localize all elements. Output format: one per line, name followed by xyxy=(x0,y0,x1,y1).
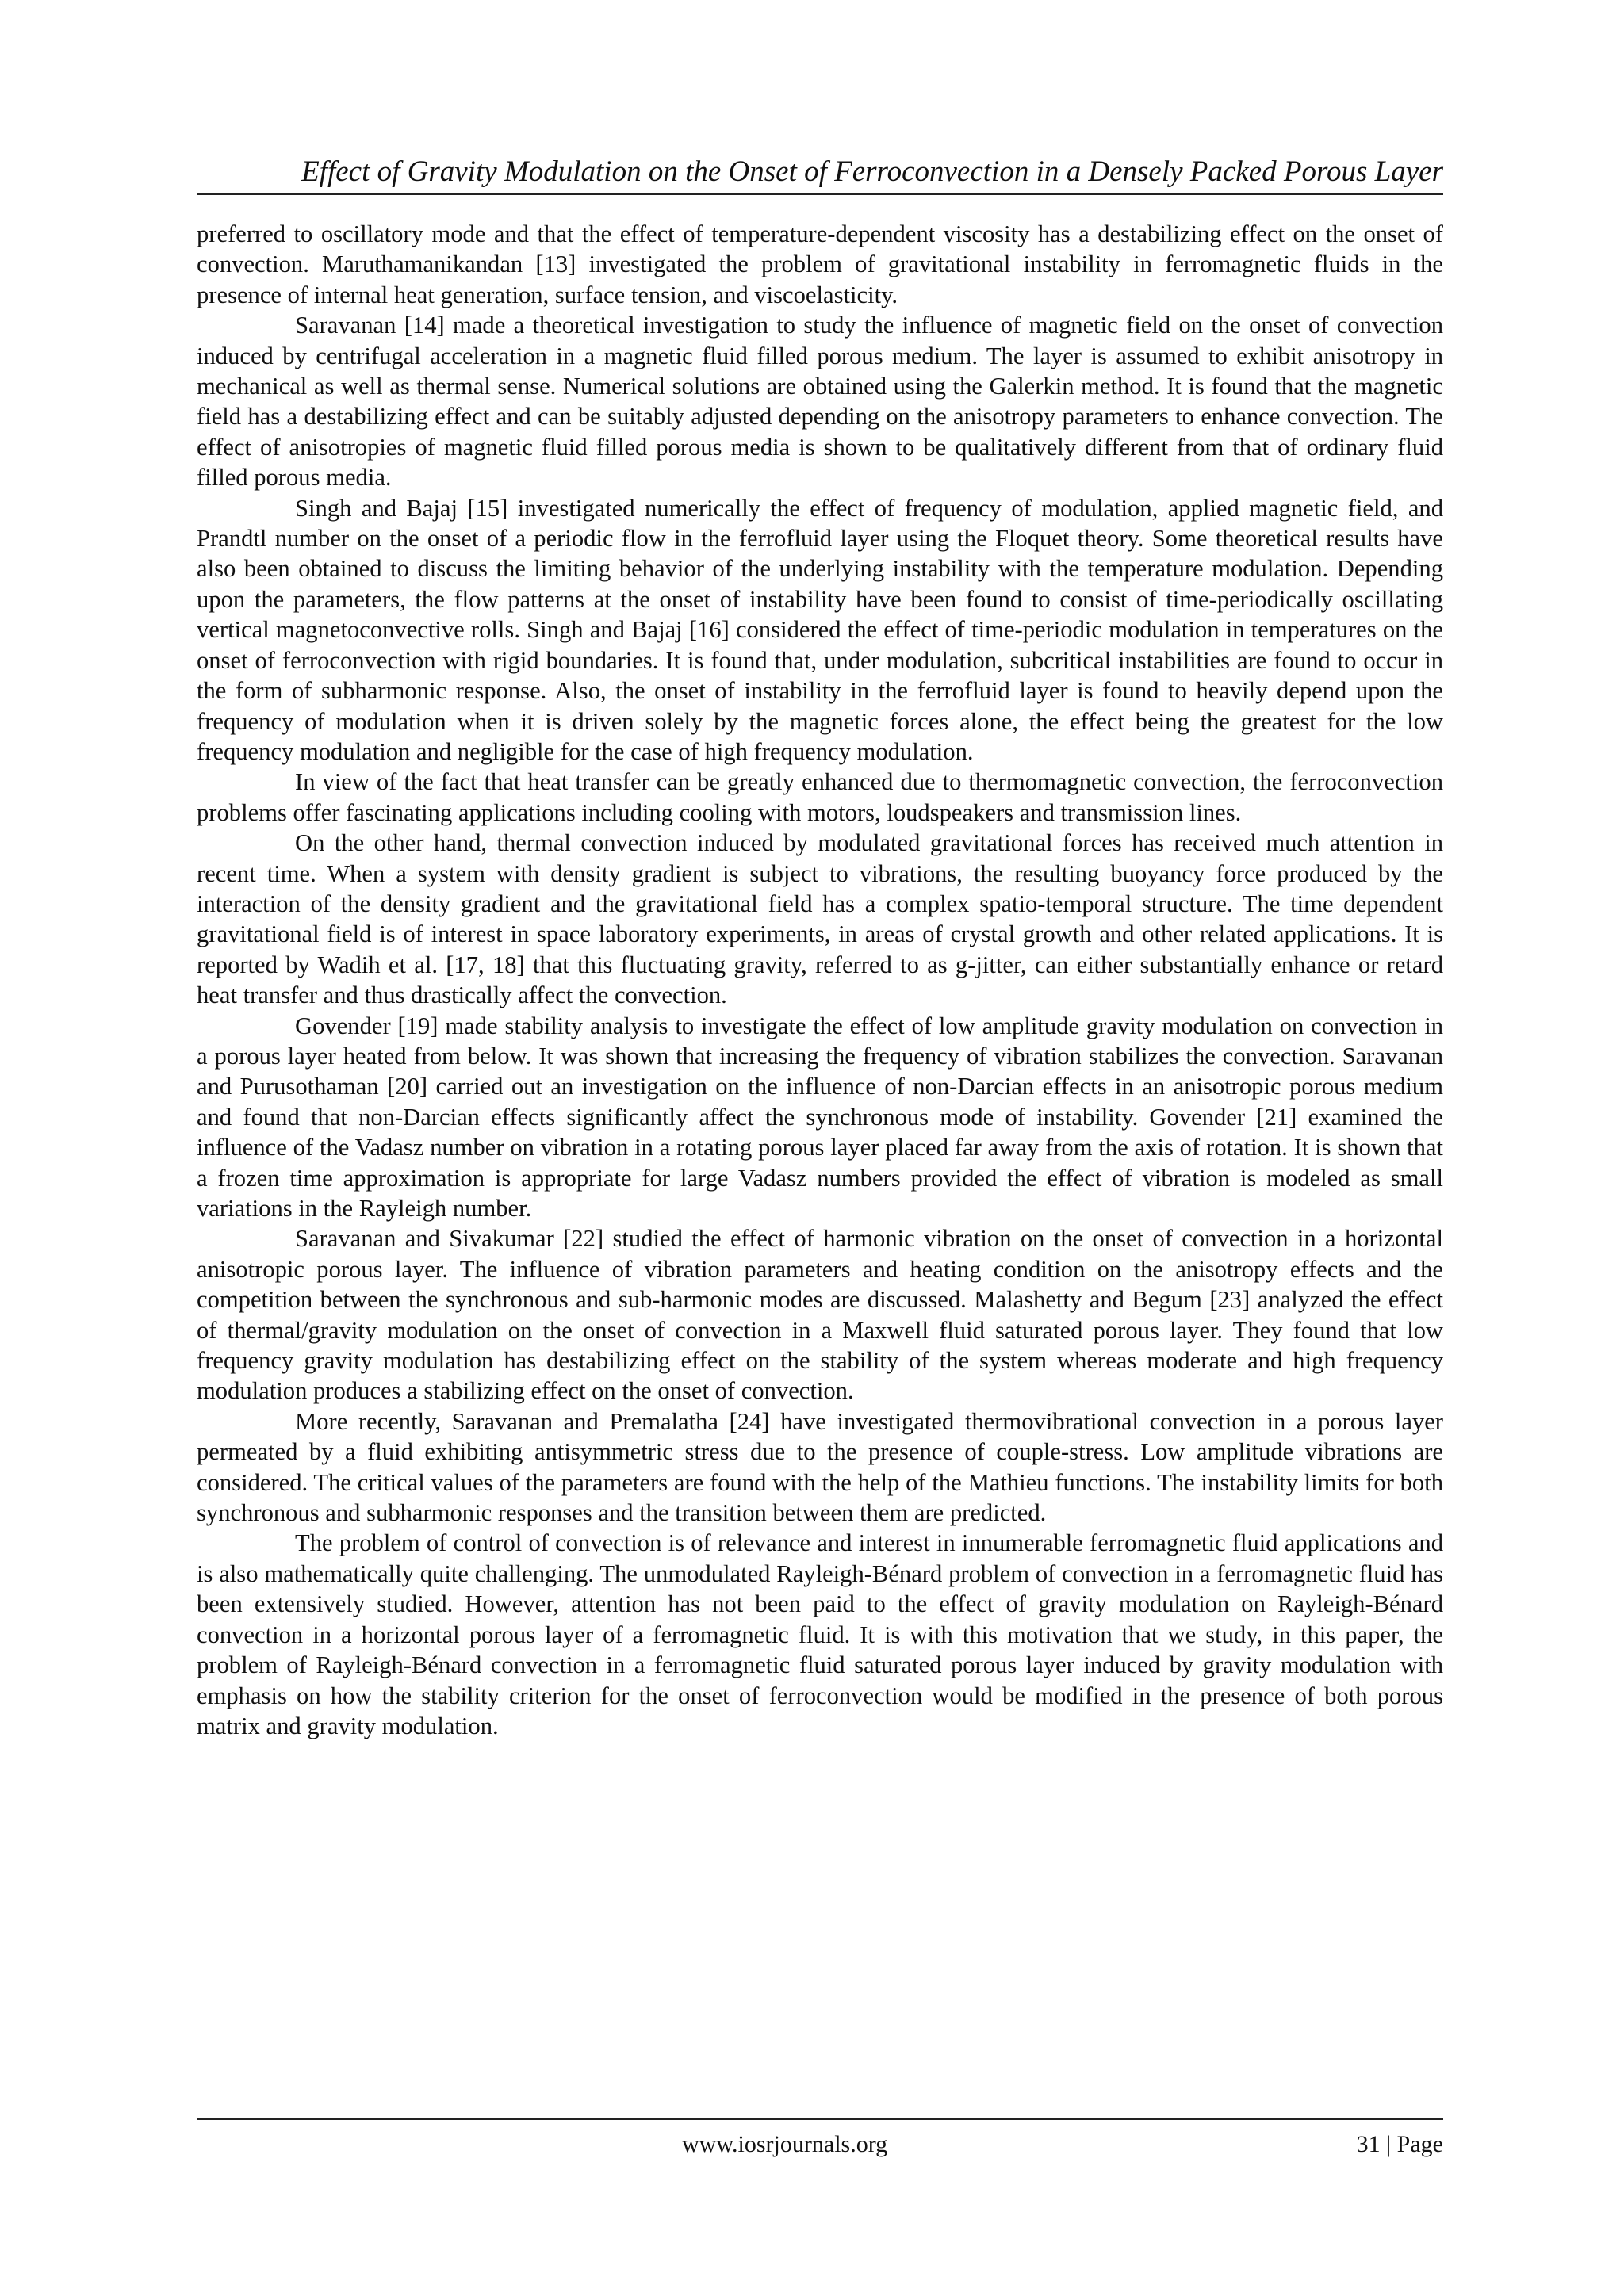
footer-rule xyxy=(197,2118,1443,2120)
paragraph-4: In view of the fact that heat transfer can be greatly enhanced due to thermomagnetic convection, the ferroconvection problems offer fascinating applications including cooling with motors, loudspeakers and transmission lines. xyxy=(197,768,1443,826)
article-body xyxy=(197,219,1443,1741)
paragraph-8: More recently, Saravanan and Premalatha [24] have investigated thermovibrational convection in a porous layer permeated by a fluid exhibiting antisymmetric stress due to the presence of couple-stress. Low amplitude vibrations are considered. The critical values of the parameters are found with the help of the Mathieu functions. The instability limits for both synchronous and subharmonic responses and the transition between them are predicted. xyxy=(197,1407,1443,1527)
paragraph-9: The problem of control of convection is of relevance and interest in innumerable ferromagnetic fluid applications and is also mathematically quite challenging. The unmodulated Rayleigh-Bénard problem of convection in a ferromagnetic fluid has been extensively studied. However, attention has not been paid to the effect of gravity modulation on Rayleigh-Bénard convection in a horizontal porous layer of a ferromagnetic fluid. It is with this motivation that we study, in this paper, the problem of Rayleigh-Bénard convection in a ferromagnetic fluid saturated porous layer induced by gravity modulation with emphasis on how the stability criterion for the onset of ferroconvection would be modified in the presence of both porous matrix and gravity modulation. xyxy=(197,1529,1443,1739)
paragraph-6: Govender [19] made stability analysis to investigate the effect of low amplitude gravity modulation on convection in a porous layer heated from below. It was shown that increasing the frequency of vibration stabilizes the convection. Saravanan and Purusothaman [20] carried out an investigation on the influence of non-Darcian effects in an anisotropic porous medium and found that non-Darcian effects significantly affect the synchronous mode of instability. Govender [21] examined the influence of the Vadasz number on vibration in a rotating porous layer placed far away from the axis of rotation. It is shown that a frozen time approximation is appropriate for large Vadasz numbers provided the effect of vibration is modeled as small variations in the Rayleigh number. xyxy=(197,1012,1443,1222)
page-number: 31 | Page xyxy=(1356,2131,1443,2157)
paragraph-2: Saravanan [14] made a theoretical investigation to study the influence of magnetic field on the onset of convection induced by centrifugal acceleration in a magnetic fluid filled porous medium. The layer is assumed to exhibit anisotropy in mechanical as well as thermal sense. Numerical solutions are obtained using the Galerkin method. It is found that the magnetic field has a destabilizing effect and can be suitably adjusted depending on the anisotropy parameters to enhance convection. The effect of anisotropies of magnetic fluid filled porous media is shown to be qualitatively different from that of ordinary fluid filled porous media. xyxy=(197,312,1443,492)
footer-website-link[interactable]: www.iosrjournals.org xyxy=(682,2131,888,2157)
paragraph-5: On the other hand, thermal convection induced by modulated gravitational forces has received much attention in recent time. When a system with density gradient is subject to vibrations, the resulting buoyancy force produced by the interaction of the density gradient and the gravitational field has a complex spatio-temporal structure. The time dependent gravitational field is of interest in space laboratory experiments, in areas of crystal growth and other related applications. It is reported by Wadih et al. [17, 18] that this fluctuating gravity, referred to as g-jitter, can either substantially enhance or retard heat transfer and thus drastically affect the convection. xyxy=(197,829,1443,1009)
paragraph-3: Singh and Bajaj [15] investigated numerically the effect of frequency of modulation, applied magnetic field, and Prandtl number on the onset of a periodic flow in the ferrofluid layer using the Floquet theory. Some theoretical results have also been obtained to discuss the limiting behavior of the underlying instability with the temperature modulation. Depending upon the parameters, the flow patterns at the onset of instability have been found to consist of time-periodically oscillating vertical magnetoconvective rolls. Singh and Bajaj [16] considered the effect of time-periodic modulation in temperatures on the onset of ferroconvection with rigid boundaries. It is found that, under modulation, subcritical instabilities are found to occur in the form of subharmonic response. Also, the onset of instability in the ferrofluid layer is found to heavily depend upon the frequency of modulation when it is driven solely by the magnetic forces alone, the effect being the greatest for the low frequency modulation and negligible for the case of high frequency modulation. xyxy=(197,494,1443,765)
paragraph-7: Saravanan and Sivakumar [22] studied the effect of harmonic vibration on the onset of convection in a horizontal anisotropic porous layer. The influence of vibration parameters and heating condition on the anisotropy effects and the competition between the synchronous and sub-harmonic modes are discussed. Malashetty and Begum [23] analyzed the effect of thermal/gravity modulation on the onset of convection in a Maxwell fluid saturated porous layer. They found that low frequency gravity modulation has destabilizing effect on the stability of the system whereas moderate and high frequency modulation produces a stabilizing effect on the onset of convection. xyxy=(197,1225,1443,1405)
header-rule xyxy=(197,193,1443,195)
paragraph-1: preferred to oscillatory mode and that the effect of temperature-dependent viscosity has a destabilizing effect on the onset of convection. Maruthamanikandan [13] investigated the problem of gravitational instability in ferromagnetic fluids in the presence of internal heat generation, surface tension, and viscoelasticity. xyxy=(197,220,1443,308)
running-header: Effect of Gravity Modulation on the Onset of Ferroconvection in a Densely Packed Porous Layer xyxy=(301,155,1443,188)
